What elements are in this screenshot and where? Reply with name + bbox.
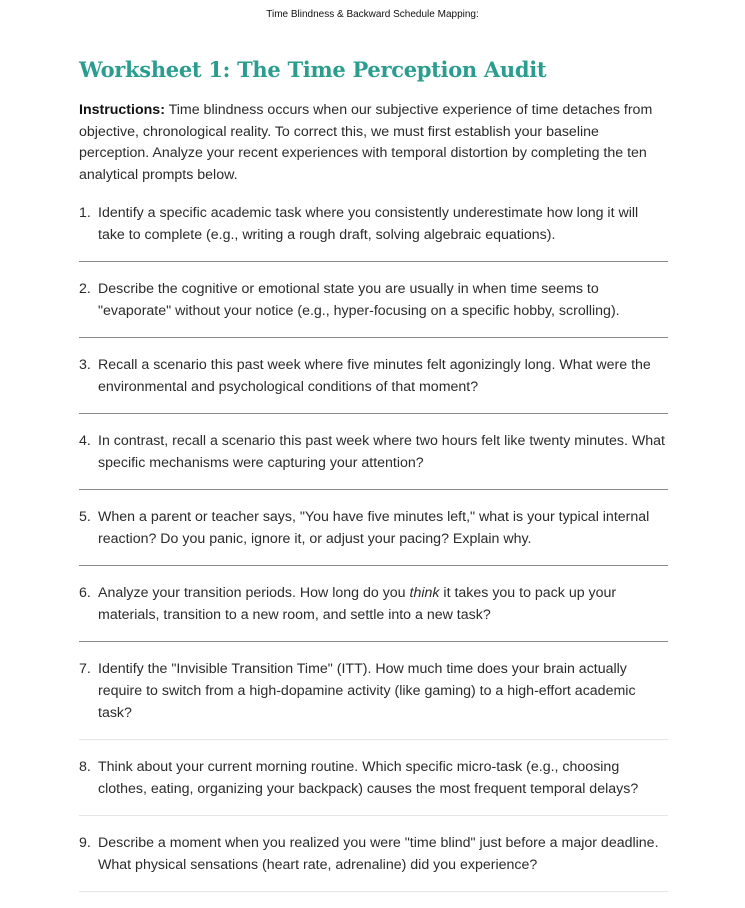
page-title: Worksheet 1: The Time Perception Audit <box>79 57 547 82</box>
prompt-item-3 <box>79 354 668 414</box>
prompt-number: 6. <box>79 584 91 601</box>
prompt-item-8 <box>79 756 668 816</box>
prompt-item-2 <box>79 278 668 338</box>
prompt-number: 1. <box>79 204 91 221</box>
prompt-item-4 <box>79 430 668 490</box>
instructions-label: Instructions: <box>79 102 165 118</box>
prompt-text: When a parent or teacher says, "You have five minutes left," what is your typical internal reaction? Do you panic, ignore it, or adjust your pacing? Explain why. <box>98 508 650 547</box>
prompt-text: Describe the cognitive or emotional state you are usually in when time seems to "evaporate" without your notice (e.g., hyper-focusing on a specific hobby, scrolling). <box>98 280 620 319</box>
prompt-number: 4. <box>79 432 91 449</box>
prompt-text <box>98 582 668 626</box>
prompt-text: Describe a moment when you realized you were "time blind" just before a major deadline. What physical sensations (heart rate, adrenaline) did you experience? <box>98 834 659 873</box>
instructions-paragraph <box>79 100 668 187</box>
prompt-text-emphasis: think <box>409 584 440 601</box>
prompt-text: Recall a scenario this past week where five minutes felt agonizingly long. What were the environmental and psychological conditions of that moment? <box>98 356 651 395</box>
prompt-text: In contrast, recall a scenario this past week where two hours felt like twenty minutes. What specific mechanisms were capturing your attention? <box>98 432 665 471</box>
prompt-number: 5. <box>79 508 91 525</box>
prompt-item-6 <box>79 582 668 642</box>
prompt-list <box>79 202 668 892</box>
prompt-number: 7. <box>79 660 91 677</box>
prompt-number: 8. <box>79 758 91 775</box>
prompt-text: Identify the "Invisible Transition Time" (ITT). How much time does your brain actually require to switch from a high-dopamine activity (like gaming) to a high-effort academic task? <box>98 660 636 721</box>
prompt-item-5 <box>79 506 668 566</box>
prompt-item-7 <box>79 658 668 740</box>
prompt-item-9 <box>79 832 668 892</box>
instructions-text: Time blindness occurs when our subjective experience of time detaches from objective, chronological reality. To correct this, we must first establish your baseline perception. Analyze your recent experiences with temporal distortion by completing the ten analytical prompts below. <box>79 102 653 184</box>
prompt-number: 2. <box>79 280 91 297</box>
running-header: Time Blindness & Backward Schedule Mapping: <box>266 9 479 20</box>
prompt-text-before: Analyze your transition periods. How long do you <box>98 584 410 601</box>
prompt-number: 3. <box>79 356 91 373</box>
prompt-number: 9. <box>79 834 91 851</box>
prompt-text: Think about your current morning routine. Which specific micro-task (e.g., choosing clothes, eating, organizing your backpack) causes the most frequent temporal delays? <box>98 758 639 797</box>
prompt-text-after: it takes you to pack up your materials, transition to a new room, and settle into a new task? <box>98 584 617 623</box>
worksheet <box>79 54 668 908</box>
prompt-text: Identify a specific academic task where you consistently underestimate how long it will take to complete (e.g., writing a rough draft, solving algebraic equations). <box>98 204 639 243</box>
prompt-item-1 <box>79 202 668 262</box>
